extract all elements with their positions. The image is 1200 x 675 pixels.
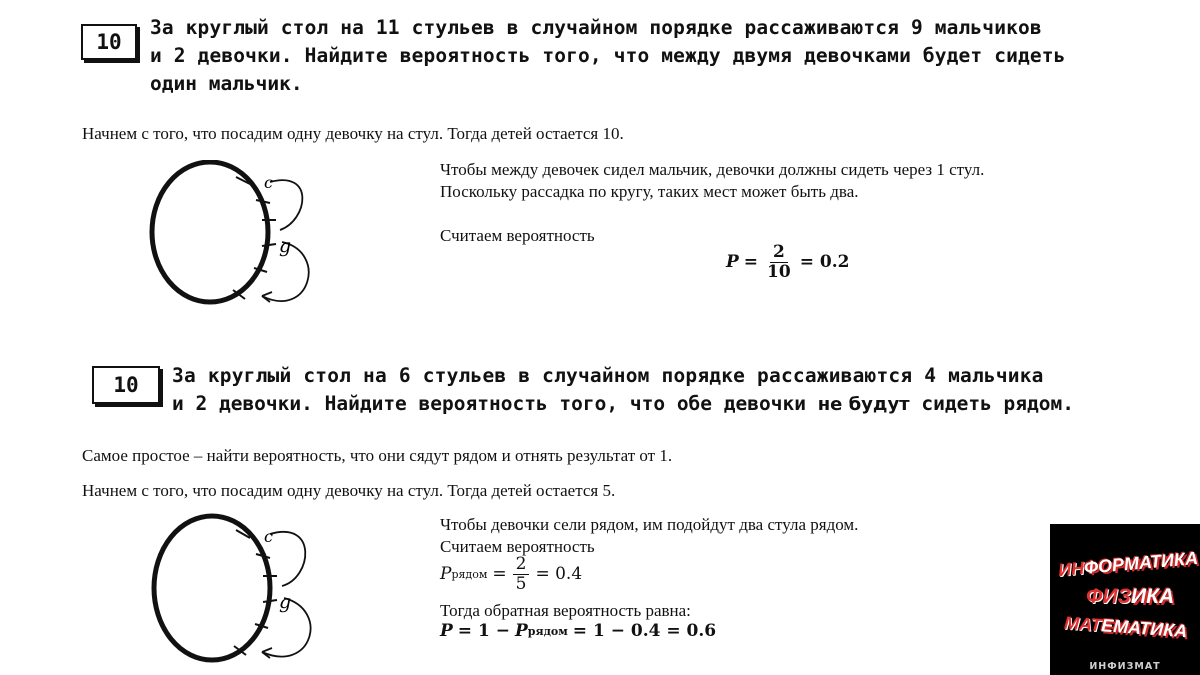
solution-intro: Начнем с того, что посадим одну девочку на стул. Тогда детей остается 10. (82, 124, 624, 143)
fraction-numerator: 2 (770, 243, 788, 263)
statement-line: один мальчик. (150, 72, 303, 95)
formula-subscript: рядом (451, 567, 488, 581)
sketch-label: g (279, 235, 292, 257)
explanation-line: Чтобы девочки сели рядом, им подойдут два стула рядом. (440, 515, 859, 534)
logo-line-informatika (1057, 548, 1199, 581)
statement-line: и 2 девочки. Найдите вероятность того, что между двумя девочками будет сидеть (150, 44, 1066, 67)
formula-equals: = (743, 252, 759, 273)
sketch-label: c (264, 527, 273, 546)
calc-label: Считаем вероятность (440, 226, 595, 245)
logo-highlight: ИН (1057, 557, 1085, 581)
logo-text: ЕМАТИКА (1100, 615, 1188, 642)
probability-formula-final (440, 621, 716, 641)
logo-line-fizika (1086, 585, 1174, 609)
formula-result: = 1 − 0.4 = 0.6 (572, 621, 717, 641)
logo-highlight: ФИЗ (1086, 585, 1131, 608)
emphasis-text: не будут (817, 394, 910, 415)
statement-text: сидеть рядом. (909, 392, 1074, 415)
formula-symbol: P (514, 621, 528, 641)
arrow-head (262, 648, 272, 658)
formula-result: = 0.4 (535, 564, 583, 585)
probability-formula-adjacent (440, 555, 582, 593)
statement-line (172, 390, 1132, 419)
statement-line: За круглый стол на 11 стульев в случайном порядке рассаживаются 9 мальчиков (150, 16, 1042, 39)
explanation-line: Чтобы между девочек сидел мальчик, девочки должны сидеть через 1 стул. (440, 160, 985, 179)
logo-highlight: МАТ (1063, 612, 1102, 636)
problem-statement (172, 362, 1132, 419)
round-table-shape (154, 516, 270, 660)
channel-logo (1050, 524, 1200, 675)
arrow-head (262, 292, 272, 302)
calc-label: Считаем вероятность (440, 537, 595, 556)
sketch-label: g (279, 591, 292, 613)
fraction-denominator: 10 (767, 261, 791, 282)
task-number-badge: 10 (81, 24, 137, 60)
round-table-shape (152, 162, 268, 302)
formula-result: = 0.2 (799, 252, 850, 273)
formula-fraction (513, 555, 530, 593)
formula-subscript: рядом (527, 624, 568, 638)
statement-line: За круглый стол на 6 стульев в случайном порядке рассаживаются 4 мальчика (172, 364, 1044, 387)
solution-intro: Начнем с того, что посадим одну девочку на стул. Тогда детей остается 5. (82, 481, 616, 500)
formula-symbol: P (726, 252, 739, 273)
formula-equals: = (492, 564, 507, 585)
formula-operator: = 1 − (457, 621, 510, 641)
seating-sketch (140, 512, 330, 672)
task-number-badge: 10 (92, 366, 160, 404)
formula-symbol: P (440, 621, 453, 641)
arrow-curve (270, 532, 305, 586)
solution-note: Самое простое – найти вероятность, что они сядут рядом и отнять результат от 1. (82, 446, 673, 465)
inverse-label: Тогда обратная вероятность равна: (440, 601, 691, 620)
formula-fraction (764, 243, 794, 281)
logo-text: ФОРМАТИКА (1083, 547, 1199, 578)
problem-statement (150, 14, 1130, 98)
sketch-label: c (264, 173, 273, 192)
formula-symbol: P (440, 564, 452, 585)
logo-footer: ИНФИЗМАТ (1089, 661, 1161, 672)
fraction-numerator: 2 (513, 555, 530, 575)
statement-text: и 2 девочки. Найдите вероятность того, что обе девочки (172, 392, 818, 415)
fraction-denominator: 5 (515, 573, 527, 594)
arrow-curve (270, 180, 302, 230)
logo-line-matematika (1063, 613, 1188, 643)
seating-sketch (140, 160, 330, 320)
explanation-line: Поскольку рассадка по кругу, таких мест может быть два. (440, 182, 859, 201)
logo-text: ИКА (1131, 585, 1175, 608)
probability-formula (726, 243, 849, 281)
